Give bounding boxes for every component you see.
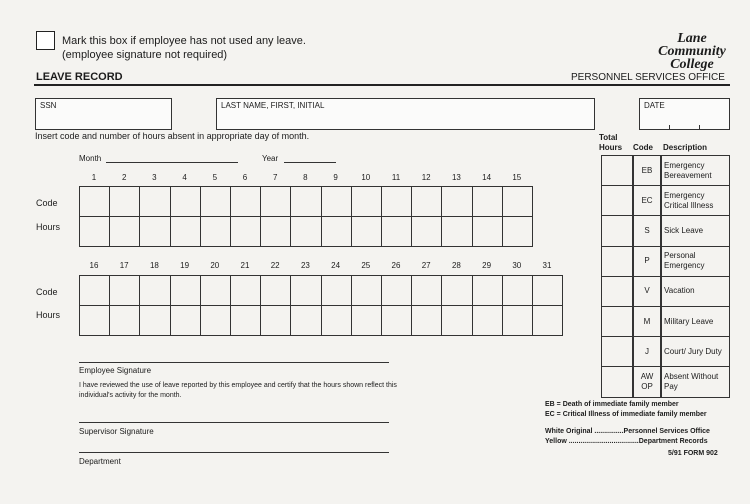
- hours-cell[interactable]: [109, 305, 140, 336]
- legend-description: [660, 366, 730, 397]
- hours-cell[interactable]: [200, 216, 231, 247]
- supervisor-signature-line[interactable]: [79, 422, 389, 423]
- day-number: 27: [421, 261, 431, 270]
- hours-cell[interactable]: [290, 305, 321, 336]
- code-label-row1: Code: [36, 198, 58, 208]
- total-hours-cell[interactable]: [601, 276, 634, 307]
- day-number: 19: [180, 261, 190, 270]
- day-number: 26: [391, 261, 401, 270]
- year-label: Year: [262, 154, 279, 163]
- day-number: 4: [182, 173, 187, 182]
- total-hours-header: Total Hours: [599, 133, 623, 152]
- department-label: Department: [79, 457, 121, 466]
- hours-cell[interactable]: [170, 216, 201, 247]
- day-number: 29: [482, 261, 492, 270]
- total-hours-cell[interactable]: [601, 336, 634, 367]
- legend-code-text: EB: [641, 165, 653, 175]
- legend-code: [632, 366, 662, 397]
- code-cell[interactable]: [472, 275, 503, 306]
- legend-code: [632, 276, 662, 307]
- date-tick: [699, 125, 700, 129]
- total-hours-cell[interactable]: [601, 246, 634, 277]
- legend-description: [660, 246, 730, 277]
- code-cell[interactable]: [502, 186, 533, 217]
- name-label: LAST NAME, FIRST, INITIAL: [221, 101, 325, 110]
- yellow-copy-note: Yellow ....................................Department Records: [545, 438, 708, 445]
- instructions: Insert code and number of hours absent in appropriate day of month.: [35, 131, 310, 141]
- logo-line1: Lane: [677, 31, 707, 46]
- hours-cell[interactable]: [260, 305, 291, 336]
- day-number: 14: [482, 173, 492, 182]
- legend-description-text: Military Leave: [664, 316, 714, 326]
- hours-cell[interactable]: [139, 216, 170, 247]
- legend-code-text: P: [644, 256, 650, 266]
- day-number: 16: [89, 261, 99, 270]
- hours-cell[interactable]: [472, 305, 503, 336]
- hours-cell[interactable]: [79, 216, 110, 247]
- hours-label-row1: Hours: [36, 222, 61, 232]
- date-label: DATE: [644, 101, 665, 110]
- month-label: Month: [79, 154, 102, 163]
- hours-cell[interactable]: [139, 305, 170, 336]
- eb-note: EB = Death of immediate family member: [545, 401, 679, 408]
- hours-cell[interactable]: [321, 305, 352, 336]
- day-number: 15: [512, 173, 522, 182]
- code-cell[interactable]: [532, 275, 563, 306]
- code-cell[interactable]: [381, 186, 412, 217]
- legend-description-text: Vacation: [664, 286, 695, 296]
- legend-description-text: Emergency Critical Illness: [664, 190, 714, 210]
- day-number: 22: [270, 261, 280, 270]
- legend-code: [632, 306, 662, 337]
- day-number: 20: [210, 261, 220, 270]
- hours-cell[interactable]: [351, 305, 382, 336]
- day-number: 18: [149, 261, 159, 270]
- day-number: 10: [361, 173, 371, 182]
- day-number: 7: [272, 173, 278, 182]
- code-cell[interactable]: [290, 275, 321, 306]
- code-cell[interactable]: [170, 186, 201, 217]
- ec-note: EC = Critical Illness of immediate family member: [545, 411, 707, 418]
- code-cell[interactable]: [321, 186, 352, 217]
- code-cell[interactable]: [139, 275, 170, 306]
- code-cell[interactable]: [502, 275, 533, 306]
- legend-description: [660, 215, 730, 246]
- code-cell[interactable]: [79, 186, 110, 217]
- hours-cell[interactable]: [170, 305, 201, 336]
- legend-code-text: AW OP: [640, 371, 654, 391]
- hours-cell[interactable]: [411, 305, 442, 336]
- checkbox-text-line1: Mark this box if employee has not used any leave.: [62, 35, 306, 47]
- total-hours-cell[interactable]: [601, 366, 634, 397]
- hours-cell[interactable]: [79, 305, 110, 336]
- legend-code: [632, 215, 662, 246]
- employee-signature-line[interactable]: [79, 362, 389, 363]
- name-field[interactable]: [216, 98, 595, 130]
- hours-cell[interactable]: [109, 216, 140, 247]
- legend-code-text: S: [644, 225, 650, 235]
- header-rule: [34, 84, 730, 86]
- logo-line2: Community: [658, 44, 726, 59]
- code-cell[interactable]: [441, 275, 472, 306]
- date-field[interactable]: [639, 98, 730, 130]
- form-title: LEAVE RECORD: [36, 71, 123, 83]
- code-cell[interactable]: [290, 186, 321, 217]
- code-cell[interactable]: [109, 186, 140, 217]
- legend-description-text: Personal Emergency: [664, 251, 705, 271]
- ssn-label: SSN: [40, 101, 57, 110]
- day-number: 21: [240, 261, 250, 270]
- day-number: 5: [212, 173, 218, 182]
- legend-code-text: J: [645, 346, 649, 356]
- code-cell[interactable]: [411, 275, 442, 306]
- hours-cell[interactable]: [502, 305, 533, 336]
- legend-description: [660, 276, 730, 307]
- hours-cell[interactable]: [472, 216, 503, 247]
- code-cell[interactable]: [472, 186, 503, 217]
- department-line[interactable]: [79, 452, 389, 453]
- legend-description-header: Description: [663, 143, 708, 152]
- code-cell[interactable]: [139, 186, 170, 217]
- legend-description: [660, 155, 730, 186]
- code-cell[interactable]: [381, 275, 412, 306]
- day-number: 24: [331, 261, 341, 270]
- code-cell[interactable]: [170, 275, 201, 306]
- day-number: 25: [361, 261, 371, 270]
- total-hours-cell[interactable]: [601, 185, 634, 216]
- day-number: 2: [121, 173, 127, 182]
- legend-code-text: EC: [641, 195, 653, 205]
- hours-cell[interactable]: [230, 216, 261, 247]
- hours-cell[interactable]: [351, 216, 382, 247]
- code-cell[interactable]: [109, 275, 140, 306]
- hours-cell[interactable]: [502, 216, 533, 247]
- hours-cell[interactable]: [381, 305, 412, 336]
- code-cell[interactable]: [351, 275, 382, 306]
- hours-cell[interactable]: [290, 216, 321, 247]
- employee-signature-label: Employee Signature: [79, 366, 152, 375]
- code-cell[interactable]: [200, 275, 231, 306]
- day-number: 11: [391, 173, 401, 182]
- code-cell[interactable]: [321, 275, 352, 306]
- code-cell[interactable]: [79, 275, 110, 306]
- college-logo: [648, 32, 736, 71]
- white-copy-note: White Original ...............Personnel Services Office: [545, 428, 710, 435]
- code-cell[interactable]: [260, 186, 291, 217]
- legend-code: [632, 246, 662, 277]
- code-label-row2: Code: [36, 287, 58, 297]
- legend-description-text: Absent Without Pay: [664, 371, 719, 391]
- legend-description-text: Emergency Bereavement: [664, 160, 712, 180]
- legend-code: [632, 185, 662, 216]
- day-number: 23: [300, 261, 310, 270]
- office-name: PERSONNEL SERVICES OFFICE: [571, 72, 725, 83]
- day-number: 31: [542, 261, 552, 270]
- code-cell[interactable]: [351, 186, 382, 217]
- legend-description: [660, 336, 730, 367]
- legend-description-text: Sick Leave: [664, 225, 704, 235]
- day-number: 9: [333, 173, 338, 182]
- checkbox-text-line2: (employee signature not required): [62, 49, 228, 61]
- hours-cell[interactable]: [532, 305, 563, 336]
- total-hours-cell[interactable]: [601, 306, 634, 337]
- hours-cell[interactable]: [321, 216, 352, 247]
- day-number: 12: [421, 173, 431, 182]
- legend-description: [660, 306, 730, 337]
- code-cell[interactable]: [441, 186, 472, 217]
- form-number: 5/91 FORM 902: [668, 450, 718, 457]
- legend-code-header: Code: [633, 143, 653, 152]
- hours-cell[interactable]: [200, 305, 231, 336]
- total-hours-cell[interactable]: [601, 215, 634, 246]
- ssn-field[interactable]: [35, 98, 172, 130]
- day-number: 13: [451, 173, 461, 182]
- hours-cell[interactable]: [441, 216, 472, 247]
- hours-cell[interactable]: [441, 305, 472, 336]
- month-input-line[interactable]: [106, 162, 238, 163]
- legend-description: [660, 185, 730, 216]
- code-cell[interactable]: [200, 186, 231, 217]
- total-hours-cell[interactable]: [601, 155, 634, 186]
- day-number: 8: [303, 173, 308, 182]
- day-number: 6: [242, 173, 248, 182]
- year-input-line[interactable]: [284, 162, 336, 163]
- supervisor-signature-label: Supervisor Signature: [79, 427, 154, 436]
- legend-description-text: Court/ Jury Duty: [664, 346, 722, 356]
- legend-code: [632, 155, 662, 186]
- date-tick: [669, 125, 670, 129]
- day-number: 3: [152, 173, 157, 182]
- hours-cell[interactable]: [260, 216, 291, 247]
- legend-code: [632, 336, 662, 367]
- code-cell[interactable]: [230, 186, 261, 217]
- code-cell[interactable]: [230, 275, 261, 306]
- no-leave-checkbox[interactable]: [36, 31, 55, 50]
- code-cell[interactable]: [260, 275, 291, 306]
- legend-code-text: M: [643, 316, 651, 326]
- certification-text: I have reviewed the use of leave reported by this employee and certify that the hours shown reflect this individual's activity for the month.: [79, 382, 397, 399]
- day-number: 17: [119, 261, 129, 270]
- legend-code-text: V: [644, 286, 650, 296]
- hours-cell[interactable]: [230, 305, 261, 336]
- hours-cell[interactable]: [381, 216, 412, 247]
- day-number: 30: [512, 261, 522, 270]
- code-cell[interactable]: [411, 186, 442, 217]
- hours-label-row2: Hours: [36, 310, 61, 320]
- logo-line3: College: [670, 57, 714, 72]
- day-number: 1: [91, 173, 97, 182]
- hours-cell[interactable]: [411, 216, 442, 247]
- day-number: 28: [451, 261, 461, 270]
